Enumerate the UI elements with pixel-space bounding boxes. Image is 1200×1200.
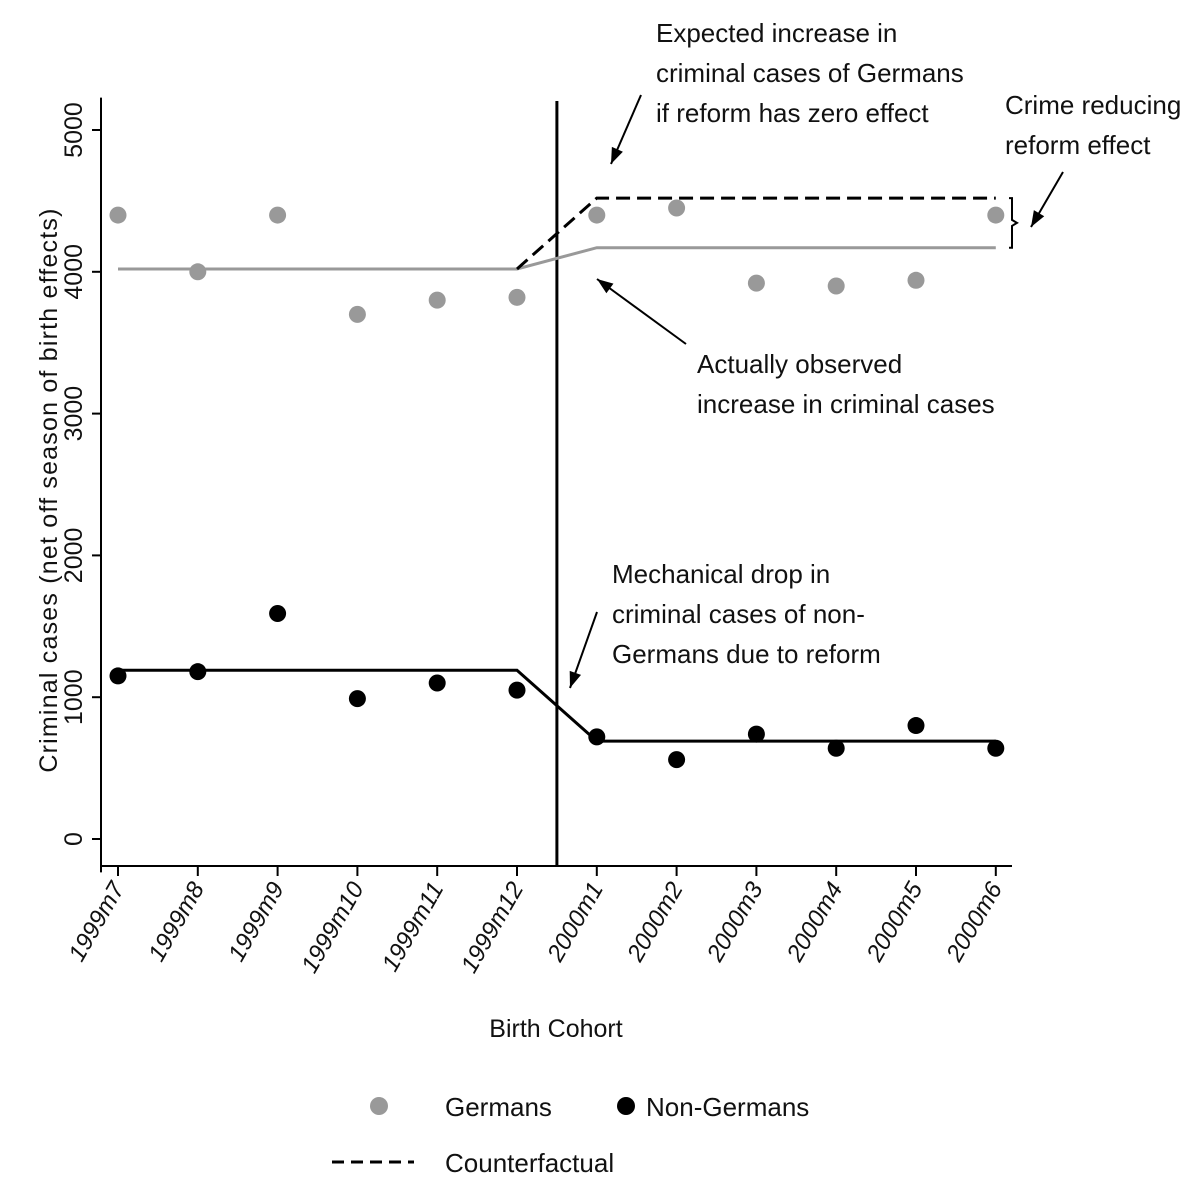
annotation-text: Mechanical drop in	[612, 559, 831, 589]
arrow-head	[611, 147, 623, 164]
x-tick-label: 1999m9	[223, 877, 290, 967]
counterfactual-layer	[517, 198, 996, 269]
annotation-text: if reform has zero effect	[656, 98, 929, 128]
arrow-head	[570, 671, 581, 688]
annotation-text: Crime reducing	[1005, 90, 1182, 120]
legend	[332, 1092, 809, 1178]
x-tick-label: 2000m2	[622, 877, 689, 967]
arrow-observed-increase	[597, 279, 686, 344]
annotation-text: reform effect	[1005, 130, 1151, 160]
point-non-germans	[509, 682, 526, 699]
annotation-text: criminal cases of Germans	[656, 58, 964, 88]
arrow-mechanical-drop	[570, 612, 597, 688]
annotation-text: Expected increase in	[656, 18, 898, 48]
arrow-expected-increase	[611, 95, 641, 164]
arrow-shaft	[597, 279, 686, 344]
legend-label-non-germans: Non-Germans	[646, 1092, 810, 1122]
y-tick-label: 1000	[60, 669, 88, 726]
point-non-germans	[908, 717, 925, 734]
annotation-text: criminal cases of non-	[612, 599, 865, 629]
x-tick-label: 1999m7	[63, 877, 131, 967]
arrow-head	[1031, 210, 1044, 227]
axes	[60, 98, 1012, 978]
annotation-4	[612, 559, 881, 669]
y-tick-label: 5000	[60, 102, 88, 158]
y-tick-label: 2000	[60, 527, 88, 584]
legend-label-germans: Germans	[445, 1092, 552, 1122]
legend-marker-non-germans	[617, 1097, 635, 1115]
annotation-2	[1005, 90, 1181, 160]
annotation-text: Actually observed	[697, 349, 903, 379]
x-tick-label: 2000m4	[781, 877, 849, 967]
reform-effect-bracket	[1009, 198, 1017, 248]
point-germans	[987, 207, 1004, 224]
x-tick-label: 2000m3	[701, 877, 769, 967]
point-germans	[189, 263, 206, 280]
point-non-germans	[429, 675, 446, 692]
point-germans	[269, 207, 286, 224]
y-axis-title: Criminal cases (net off season of birth effects)	[35, 207, 63, 773]
y-tick-label: 4000	[60, 243, 88, 300]
point-non-germans	[668, 751, 685, 768]
point-germans	[588, 207, 605, 224]
point-germans	[908, 272, 925, 289]
legend-label-counterfactual: Counterfactual	[445, 1148, 615, 1178]
y-tick-label: 0	[60, 832, 88, 846]
x-tick-label: 2000m6	[941, 877, 1008, 967]
point-non-germans	[110, 667, 127, 684]
point-non-germans	[189, 663, 206, 680]
x-tick-label: 1999m8	[143, 877, 210, 967]
point-germans	[110, 207, 127, 224]
counterfactual-line	[517, 198, 996, 269]
x-tick-label: 1999m11	[376, 877, 450, 977]
point-germans	[509, 289, 526, 306]
annotation-text: Germans due to reform	[612, 639, 881, 669]
point-non-germans	[748, 726, 765, 743]
point-non-germans	[987, 740, 1004, 757]
point-non-germans	[828, 740, 845, 757]
legend-marker-germans	[370, 1097, 388, 1115]
arrow-head	[597, 279, 613, 293]
annotation-3	[697, 349, 995, 419]
point-germans	[429, 292, 446, 309]
point-non-germans	[588, 728, 605, 745]
annotation-text: increase in criminal cases	[697, 389, 995, 419]
x-tick-label: 1999m10	[296, 877, 370, 978]
point-germans	[828, 277, 845, 294]
x-axis-title: Birth Cohort	[489, 1015, 623, 1043]
x-tick-label: 2000m1	[542, 877, 609, 967]
y-tick-label: 3000	[60, 385, 88, 442]
arrow-reform-effect	[1031, 172, 1063, 227]
point-germans	[349, 306, 366, 323]
point-non-germans	[269, 605, 286, 622]
annotations	[570, 18, 1182, 688]
point-non-germans	[349, 690, 366, 707]
point-germans	[748, 275, 765, 292]
point-germans	[668, 199, 685, 216]
annotation-1	[656, 18, 964, 128]
x-tick-label: 2000m5	[861, 877, 929, 967]
x-tick-label: 1999m12	[455, 877, 530, 978]
